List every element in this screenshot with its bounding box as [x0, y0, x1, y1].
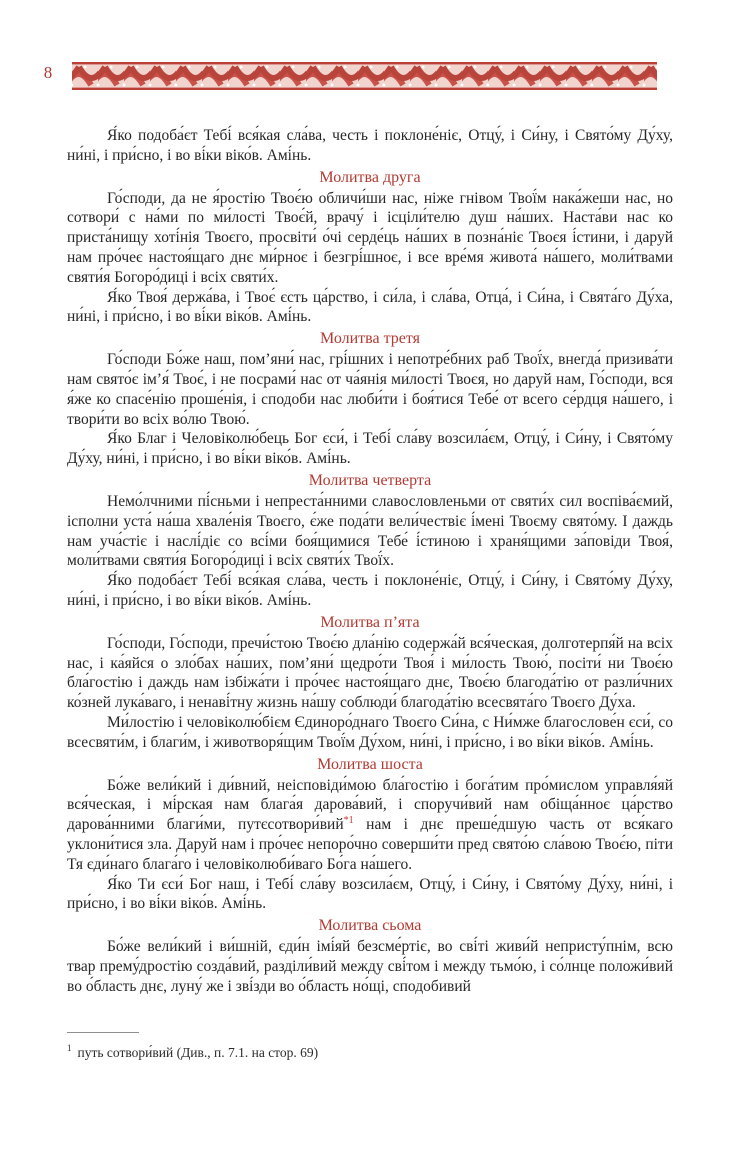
prayer-title: Молитва третя: [319, 330, 421, 348]
prayer-paragraph: Я́ко Благ і Человіколю́бець Бог єси́, і Тебі́ сла́ву возсила́єм, Отцу́, і Си́ну, і Свято́му Ду́ху, ни́ні, і при́сно, і во ві́ки віко́в. Амі́нь.: [67, 430, 673, 468]
prayer-title: Молитва шоста: [317, 755, 423, 773]
prayer-section: [67, 916, 673, 996]
footnote-reference-marker: *1: [343, 814, 354, 826]
prayer-section: [67, 168, 673, 328]
footnote-text: путь сотвори́вий (Див., п. 7.1. на стор. 69): [77, 1044, 319, 1060]
prayer-title: Молитва четверта: [308, 471, 432, 489]
footnote-text-line: [67, 1045, 318, 1060]
prayer-paragraph: Го́споди, Го́споди, пречи́стою Твоє́ю дла́нію содержа́й вся́ческая, долготерпя́й на всіх нас, і ка́яйся о зло́бах на́ших, пом’яни́ щедро́ти Твоя́ і ми́лость Твою́, посіти́ ни Твоє́ю бла́гостію і даждь нам ізбіжа́ти і про́чеє настоя́щаго днє, Твоє́ю благода́тію от разли́чних ко́зней лука́ваго, і ненаві́тну жизнь на́шу соблюди́ благода́тію всесвята́го Твоєго Ду́ха.: [67, 634, 673, 712]
prayer-body: [67, 492, 673, 611]
prayer-paragraph: Я́ко Твоя́ держа́ва, і Твоє́ єсть ца́рство, і си́ла, і сла́ва, Отца́, і Си́на, і Свята́го Ду́ха, ни́ні, і при́сно, і во ві́ки віко́в. Амі́нь.: [67, 288, 673, 326]
prayer-section: [67, 329, 673, 469]
prayer-title: Молитва друга: [319, 168, 421, 186]
prayer-paragraph: Бо́же вели́кий і ви́шній, єди́н імі́яй безсме́ртіє, во сві́ті живи́й непристу́пнім, всю твар прему́дростію созда́вий, разділи́вий между сві́том і между тьмо́ю, і со́лнце положи́вий во о́бласть днє, луну́ же і зві́зди во о́бласть но́щі, сподобивий: [67, 938, 673, 995]
prayer-title: Молитва сьома: [318, 917, 422, 935]
prayer-section: [67, 613, 673, 753]
footnote-number: 1: [67, 1043, 72, 1053]
prayer-body: [67, 350, 673, 469]
intro-paragraph: Я́ко подоба́єт Тебі́ вся́кая сла́ва, честь і поклоне́ніє, Отцу́, і Си́ну, і Свято́му Ду́ху, ни́ні, і при́сно, і во ві́ки віко́в. Амі́нь.: [67, 127, 673, 164]
prayer-paragraph: Немо́лчними пі́сньми і непреста́нними славословленьми от святи́х сил воспіва́ємий, ісполни уста́ на́ша хвале́нія Твоєго, є́же пода́ти вели́чествіє і́мені Твоєму свято́му. І даждь нам уча́стіє і наслі́діє со всі́ми боя́щимися Тебе́ і́стиною і храня́щими за́повіди Твоя́, моли́твами святи́я Богоро́диці і всіх святи́х Твої́х.: [67, 492, 673, 570]
prayer-paragraph: Го́споди Бо́же наш, пом’яни́ нас, грі́шних і непотре́бних раб Твої́х, внегда́ призива́ти нам свято́є ім’я́ Твоє́, і не посрами́ нас от ча́янія ми́лості Твоєя, но даруй нам, Го́споди, вся я́же ко спасе́нію проше́нія, і сподоби нас люби́ти і боя́тися Тебе́ от всего се́рдця на́шего, і твори́ти во всіх во́лю Твою́.: [67, 351, 673, 428]
page-number: 8: [43, 63, 53, 82]
prayer-paragraph: Я́ко подоба́єт Тебі́ вся́кая сла́ва, честь і поклоне́ніє, Отцу́, і Си́ну, і Свято́му Ду́ху, ни́ні, і при́сно, і во ві́ки віко́в. Амі́нь.: [67, 572, 673, 609]
footnote-rule: [67, 1032, 139, 1033]
prayer-paragraph: Ми́лостію і человіколю́бієм Єдиноро́днаго Твоєго Си́на, с Ни́мже благослове́н єси́, со всесвяти́м, і благи́м, і животворя́щим Твої́м Ду́хом, ни́ні, і при́сно, і во ві́ки віко́в. Амі́нь.: [67, 713, 673, 751]
prayer-body: [67, 937, 673, 996]
chain-ornament-border: [72, 62, 657, 90]
prayer-paragraph: Го́споди, да не я́ростію Твоє́ю обличи́ши нас, ніже гнівом Твої́м нака́жеши нас, но сотвори́ с на́ми по ми́лості Твоє́й, врачу́ і ісціли́телю душ на́ших. Наста́ви нас ко приста́нищу хоті́нія Твоєго, просвіти́ о́чі серде́ць на́ших в позна́ніє Твоєя і́стини, і даруй нам про́чеє настоя́щаго днє ми́рноє і безгрі́шноє, і все вре́мя живота́ на́шего, моли́твами святи́я Богоро́диці і всіх святи́х.: [67, 189, 673, 286]
prayer-body: [67, 634, 673, 753]
text-column: [67, 126, 673, 996]
prayer-title: Молитва п’ята: [320, 613, 420, 631]
prayer-body: [67, 776, 673, 915]
chain-ornament-graphic: [72, 62, 657, 90]
prayer-section: [67, 755, 673, 915]
prayer-paragraph: Я́ко Ти єси́ Бог наш, і Тебі́ сла́ву возсила́єм, Отцу́, і Си́ну, і Свято́му Ду́ху, ни́ні, і при́сно, і во ві́ки віко́в. Амі́нь.: [67, 875, 673, 913]
prayer-paragraph: Бо́же вели́кий і ди́вний, неісповіди́мою бла́гостію і бога́тим про́мислом управля́яй вся́ческая, і мі́рская нам блага́я дарова́вий, і споручи́вий нам обіща́нноє ца́рство дарова́нними благи́ми, путєсотвори́вий$^{*1}$ нам і днє преше́дшую часть от вся́каго уклони́тися зла. Даруй нам і про́чеє непоро́чно соверши́ти пред свято́ю сла́вою Твоє́ю, піти Тя єди́наго блага́го і человіколюби́ваго Бо́га на́шего.: [67, 776, 673, 873]
footnote: [67, 1032, 673, 1062]
prayer-body: [67, 189, 673, 328]
prayers: [67, 168, 673, 997]
prayer-section: [67, 471, 673, 611]
